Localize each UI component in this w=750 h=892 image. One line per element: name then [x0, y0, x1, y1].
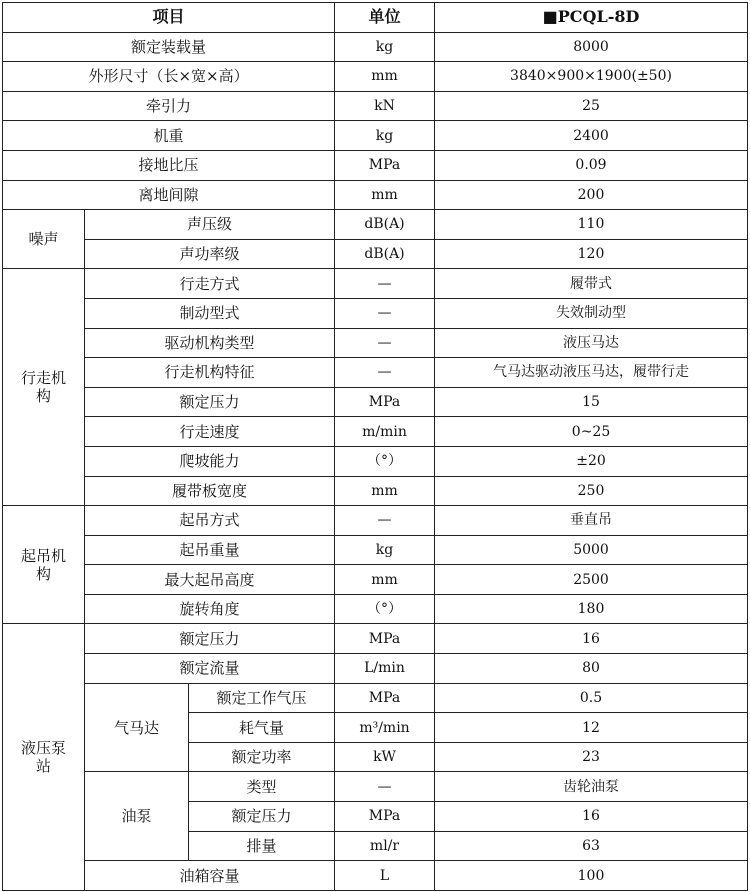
row-label: 外形尺寸（长×宽×高） — [3, 62, 335, 92]
row-value: 110 — [435, 210, 748, 240]
table-row — [3, 476, 748, 506]
row-unit: ml/r — [335, 831, 435, 861]
table-row — [3, 417, 748, 447]
row-value: ±20 — [435, 446, 748, 476]
row-unit: m/min — [335, 417, 435, 447]
row-value: 25 — [435, 91, 748, 121]
row-label: 额定功率 — [189, 742, 335, 772]
row-label: 驱动机构类型 — [85, 328, 335, 358]
row-unit: kg — [335, 535, 435, 565]
row-value: 0.5 — [435, 683, 748, 713]
group-label-travel: 行走机构 — [3, 269, 85, 506]
row-label: 额定压力 — [85, 624, 335, 654]
row-label: 行走速度 — [85, 417, 335, 447]
row-unit: dB(A) — [335, 239, 435, 269]
group-label-noise: 噪声 — [3, 210, 85, 269]
table-row — [3, 62, 748, 92]
row-unit: m³/min — [335, 713, 435, 743]
row-unit: MPa — [335, 387, 435, 417]
row-unit: — — [335, 506, 435, 536]
row-unit: mm — [335, 62, 435, 92]
table-row — [3, 121, 748, 151]
group-label-hydraulic: 液压泵站 — [3, 624, 85, 890]
row-value: 250 — [435, 476, 748, 506]
row-value: 80 — [435, 654, 748, 684]
table-row — [3, 683, 748, 713]
row-label: 起吊方式 — [85, 506, 335, 536]
row-unit: （°） — [335, 594, 435, 624]
row-value: 12 — [435, 713, 748, 743]
table-row — [3, 298, 748, 328]
table-row — [3, 535, 748, 565]
row-unit: kN — [335, 91, 435, 121]
row-unit: — — [335, 298, 435, 328]
table-row — [3, 91, 748, 121]
subgroup-label-oil-pump: 油泵 — [85, 772, 189, 861]
table-row — [3, 594, 748, 624]
row-value: 100 — [435, 861, 748, 891]
row-unit: kW — [335, 742, 435, 772]
row-label: 排量 — [189, 831, 335, 861]
row-label: 额定压力 — [189, 802, 335, 832]
row-unit: MPa — [335, 150, 435, 180]
row-label: 起吊重量 — [85, 535, 335, 565]
row-label: 机重 — [3, 121, 335, 151]
table-row — [3, 358, 748, 388]
row-value: 2500 — [435, 565, 748, 595]
row-unit: kg — [335, 121, 435, 151]
row-unit: — — [335, 269, 435, 299]
row-unit: — — [335, 772, 435, 802]
row-unit: — — [335, 328, 435, 358]
row-unit: dB(A) — [335, 210, 435, 240]
row-value: 液压马达 — [435, 328, 748, 358]
row-unit: （°） — [335, 446, 435, 476]
row-unit: mm — [335, 180, 435, 210]
table-row — [3, 387, 748, 417]
row-value: 0.09 — [435, 150, 748, 180]
row-value: 200 — [435, 180, 748, 210]
row-value: 垂直吊 — [435, 506, 748, 536]
table-row — [3, 861, 748, 891]
row-unit: — — [335, 358, 435, 388]
row-value: 16 — [435, 624, 748, 654]
row-label: 最大起吊高度 — [85, 565, 335, 595]
row-label: 类型 — [189, 772, 335, 802]
row-label: 额定装载量 — [3, 32, 335, 62]
row-label: 旋转角度 — [85, 594, 335, 624]
row-label: 牵引力 — [3, 91, 335, 121]
row-label: 履带板宽度 — [85, 476, 335, 506]
row-value: 5000 — [435, 535, 748, 565]
row-label: 额定流量 — [85, 654, 335, 684]
subgroup-label-air-motor: 气马达 — [85, 683, 189, 772]
group-label-lift: 起吊机构 — [3, 506, 85, 624]
row-value: 履带式 — [435, 269, 748, 299]
table-row — [3, 32, 748, 62]
row-unit: mm — [335, 476, 435, 506]
row-label: 接地比压 — [3, 150, 335, 180]
table-row — [3, 269, 748, 299]
row-value: 8000 — [435, 32, 748, 62]
header-model: ■PCQL-8D — [435, 3, 748, 33]
row-label: 额定工作气压 — [189, 683, 335, 713]
table-row — [3, 506, 748, 536]
row-value: 2400 — [435, 121, 748, 151]
table-row — [3, 239, 748, 269]
row-unit: L — [335, 861, 435, 891]
header-unit: 单位 — [335, 3, 435, 33]
row-value: 0~25 — [435, 417, 748, 447]
row-unit: MPa — [335, 683, 435, 713]
row-label: 油箱容量 — [85, 861, 335, 891]
row-value: 180 — [435, 594, 748, 624]
row-value: 气马达驱动液压马达，履带行走 — [435, 358, 748, 388]
row-label: 声功率级 — [85, 239, 335, 269]
table-row — [3, 210, 748, 240]
row-label: 额定压力 — [85, 387, 335, 417]
row-value: 63 — [435, 831, 748, 861]
row-unit: mm — [335, 565, 435, 595]
table-row — [3, 328, 748, 358]
row-value: 23 — [435, 742, 748, 772]
row-value: 3840×900×1900(±50) — [435, 62, 748, 92]
row-label: 声压级 — [85, 210, 335, 240]
row-unit: L/min — [335, 654, 435, 684]
row-value: 失效制动型 — [435, 298, 748, 328]
row-value: 16 — [435, 802, 748, 832]
table-row — [3, 624, 748, 654]
row-value: 齿轮油泵 — [435, 772, 748, 802]
row-unit: MPa — [335, 802, 435, 832]
spec-table — [2, 2, 748, 891]
row-unit: kg — [335, 32, 435, 62]
row-label: 离地间隙 — [3, 180, 335, 210]
header-item: 项目 — [3, 3, 335, 33]
row-label: 行走方式 — [85, 269, 335, 299]
header-row — [3, 3, 748, 33]
table-row — [3, 565, 748, 595]
table-row — [3, 654, 748, 684]
row-label: 行走机构特征 — [85, 358, 335, 388]
table-row — [3, 446, 748, 476]
table-row — [3, 180, 748, 210]
row-value: 15 — [435, 387, 748, 417]
row-unit: MPa — [335, 624, 435, 654]
row-value: 120 — [435, 239, 748, 269]
row-label: 耗气量 — [189, 713, 335, 743]
row-label: 制动型式 — [85, 298, 335, 328]
table-row — [3, 150, 748, 180]
row-label: 爬坡能力 — [85, 446, 335, 476]
table-row — [3, 772, 748, 802]
